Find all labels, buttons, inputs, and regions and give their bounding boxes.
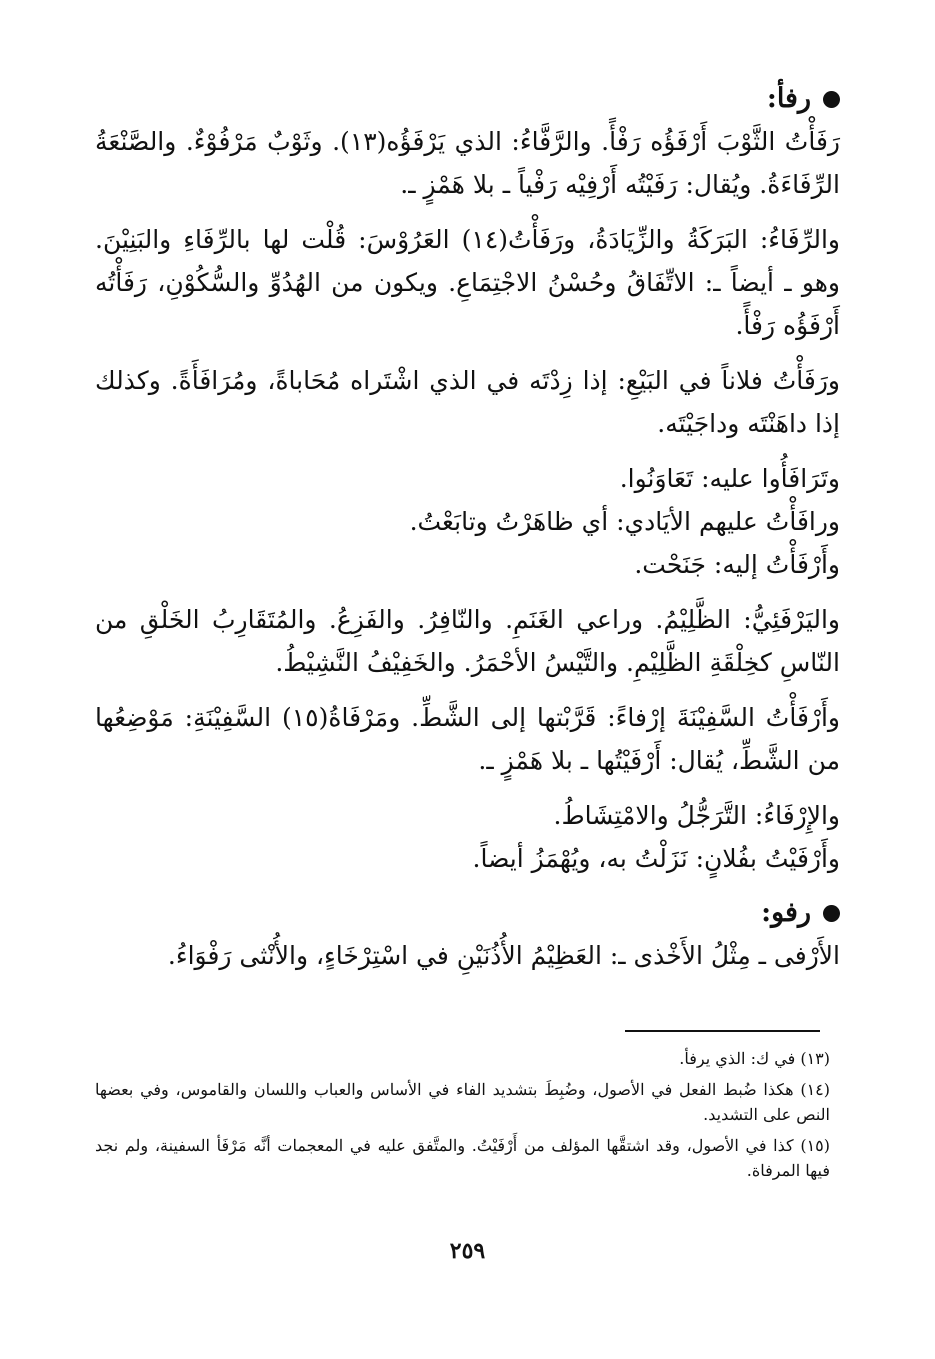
footnote: (١٥) كذا في الأصول، وقد اشتقَّها المؤلف من أَرْفَيْتُ. والمتَّفق عليه في المعجمات أنَّه مَرْفَأ السفينة، ولم نجد فيها المرفاة. — [95, 1136, 830, 1180]
entry-paragraph: وتَرَافَأُوا عليه: تَعَاوَنُوا. — [619, 464, 840, 493]
entry-heading — [95, 892, 840, 934]
entry-paragraph: وأَرْفَيْتُ بفُلانٍ: نَزَلْتُ به، ويُهْمَزُ أيضاً. — [472, 844, 840, 873]
entry-paragraph: ورَفَأْتُ فلاناً في البَيْعِ: إذا زِدْتَه في الذي اشْتَراه مُحَاباةً، ومُرَافَأَةً. وكذلك إذا داهَنْتَه وداجَيْتَه. — [95, 366, 840, 438]
entry-headword: رفو: — [761, 897, 811, 928]
footnote-separator — [625, 1030, 820, 1032]
entry-paragraph: ورافَأْتُ عليهم الأيَادي: أي ظاهَرْتُ وتابَعْتُ. — [409, 507, 840, 536]
footnote: (١٤) هكذا ضُبط الفعل في الأصول، وضُبِطَ بتشديد الفاء في الأساس والعباب واللسان والقاموس، وفي بعضها النص على التشديد. — [95, 1080, 830, 1124]
main-text — [95, 78, 840, 989]
entry-paragraph: وأَرْفَأْتُ إليه: جَنَحْت. — [634, 550, 840, 579]
entry-paragraph: الأَرْفى ـ مِثْلُ الأَخْذى ـ: العَظِيْمُ الأُذُنَيْنِ في اسْتِرْخَاءٍ، والأُنْثى رَفْوَاءُ. — [167, 941, 840, 970]
entry-paragraph: والإِرْفَاءُ: التَّرَجُّلُ والامْتِشَاطُ. — [553, 801, 840, 830]
entry-paragraph: وأَرْفَأْتُ السَّفِيْنَةَ إرْفاءً: قَرَّبْتها إلى الشَّطِّ. ومَرْفَاةُ(١٥) السَّفِيْنَةِ: مَوْضِعُها من الشَّطِّ، يُقال: أَرْفَيْتُها ـ بلا هَمْزٍ ـ. — [95, 703, 840, 775]
entry-paragraph: واليَرْفَئِيُّ: الظَّلِيْمُ. وراعي الغَنَمِ. والنّافِرُ. والفَزِعُ. والمُتَقَارِبُ الخَلْقِ من النّاسِ كخِلْقَةِ الظَّلِيْمِ. والتَّيْسُ الأحْمَرُ. والخَفِيْفُ النَّشِيْطُ. — [95, 605, 840, 677]
entry-paragraph: رَفَأْتُ الثَّوْبَ أَرْفَؤُه رَفْأً. والرَّفَّاءُ: الذي يَرْفَؤُه(١٣). وثَوْبٌ مَرْفُوْءٌ. والصَّنْعَةُ الرِّفَاءَةُ. ويُقال: رَفَيْتُه أَرْفِيْه رَفْياً ـ بلا هَمْزٍ ـ. — [95, 127, 840, 199]
bullet-icon — [823, 91, 840, 108]
footnotes — [95, 1046, 830, 1189]
entry-heading — [95, 78, 840, 120]
footnote: (١٣) في ك: الذي يرفأ. — [679, 1049, 830, 1068]
entry-paragraph: والرِّفَاءُ: البَرَكَةُ والزِّيَادَةُ، ورَفَأْتُ(١٤) العَرُوْسَ: قُلْت لها بالرِّفَاءِ والبَنِيْنَ. وهو ـ أيضاً ـ: الاتِّفَاقُ وحُسْنُ الاجْتِمَاعِ. ويكون من الهُدُوِّ والسُّكُوْنِ، رَفَأْتُه أَرْفَؤُه رَفْأً. — [95, 225, 841, 340]
page-number: ٢٥٩ — [449, 1238, 486, 1264]
bullet-icon — [823, 905, 840, 922]
entry-headword: رفأ: — [766, 83, 811, 114]
